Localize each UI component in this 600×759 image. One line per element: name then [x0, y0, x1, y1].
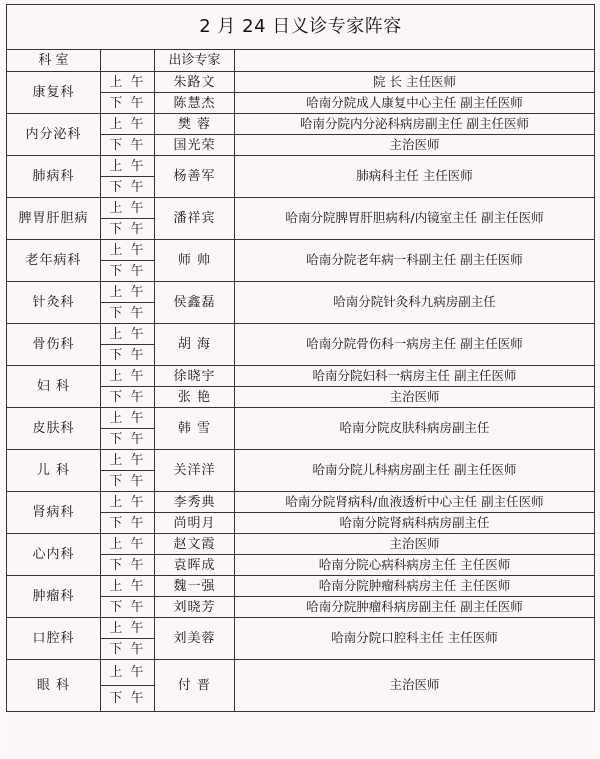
department-name: 内分泌科 — [7, 114, 101, 156]
doctor-title: 哈南分院皮肤科病房副主任 — [235, 408, 595, 450]
doctor-title: 哈南分院心病科病房主任 主任医师 — [235, 555, 595, 576]
table-row — [7, 366, 595, 387]
doctor-name: 胡 海 — [155, 324, 235, 366]
doctor-name: 刘晓芳 — [155, 597, 235, 618]
doctor-title: 主治医师 — [235, 135, 595, 156]
department-name: 肾病科 — [7, 492, 101, 534]
doctor-name: 李秀典 — [155, 492, 235, 513]
table-row — [7, 492, 595, 513]
department-name: 针灸科 — [7, 282, 101, 324]
session-am: 上 午 — [101, 114, 155, 135]
session-pm: 下 午 — [101, 686, 155, 712]
doctor-title: 哈南分院肾病科病房副主任 — [235, 513, 595, 534]
session-pm: 下 午 — [101, 471, 155, 492]
session-am: 上 午 — [101, 492, 155, 513]
department-name: 肿瘤科 — [7, 576, 101, 618]
department-name: 妇 科 — [7, 366, 101, 408]
doctor-name: 赵文霞 — [155, 534, 235, 555]
table-header-row — [7, 50, 595, 72]
table-row — [7, 156, 595, 177]
doctor-title: 哈南分院老年病一科副主任 副主任医师 — [235, 240, 595, 282]
doctor-title: 主治医师 — [235, 534, 595, 555]
doctor-name: 袁晖成 — [155, 555, 235, 576]
doctor-title: 哈南分院儿科病房副主任 副主任医师 — [235, 450, 595, 492]
session-pm: 下 午 — [101, 555, 155, 576]
schedule-sheet — [6, 4, 594, 755]
session-am: 上 午 — [101, 366, 155, 387]
department-name: 口腔科 — [7, 618, 101, 660]
table-row — [7, 408, 595, 429]
table-row — [7, 282, 595, 303]
session-pm: 下 午 — [101, 219, 155, 240]
session-am: 上 午 — [101, 408, 155, 429]
session-am: 上 午 — [101, 72, 155, 93]
session-am: 上 午 — [101, 324, 155, 345]
session-pm: 下 午 — [101, 639, 155, 660]
session-am: 上 午 — [101, 618, 155, 639]
table-row — [7, 660, 595, 686]
doctor-title: 主治医师 — [235, 387, 595, 408]
table-row — [7, 450, 595, 471]
doctor-name: 付 晋 — [155, 660, 235, 712]
doctor-name: 潘祥宾 — [155, 198, 235, 240]
doctor-name: 魏一强 — [155, 576, 235, 597]
department-name: 骨伤科 — [7, 324, 101, 366]
session-pm: 下 午 — [101, 177, 155, 198]
department-name: 眼 科 — [7, 660, 101, 712]
doctor-name: 徐晓宇 — [155, 366, 235, 387]
session-am: 上 午 — [101, 660, 155, 686]
session-pm: 下 午 — [101, 387, 155, 408]
session-pm: 下 午 — [101, 261, 155, 282]
doctor-name: 张 艳 — [155, 387, 235, 408]
doctor-title: 院 长 主任医师 — [235, 72, 595, 93]
department-name: 脾胃肝胆病 — [7, 198, 101, 240]
session-pm: 下 午 — [101, 429, 155, 450]
doctor-name: 陈慧杰 — [155, 93, 235, 114]
session-am: 上 午 — [101, 450, 155, 471]
session-am: 上 午 — [101, 156, 155, 177]
table-row — [7, 114, 595, 135]
schedule-table — [6, 4, 595, 712]
department-name: 肺病科 — [7, 156, 101, 198]
doctor-title: 哈南分院妇科一病房主任 副主任医师 — [235, 366, 595, 387]
doctor-name: 尚明月 — [155, 513, 235, 534]
session-pm: 下 午 — [101, 513, 155, 534]
doctor-name: 樊 蓉 — [155, 114, 235, 135]
doctor-title: 哈南分院成人康复中心主任 副主任医师 — [235, 93, 595, 114]
doctor-name: 朱路文 — [155, 72, 235, 93]
doctor-title: 哈南分院内分泌科病房副主任 副主任医师 — [235, 114, 595, 135]
doctor-title: 哈南分院针灸科九病房副主任 — [235, 282, 595, 324]
doctor-name: 师 帅 — [155, 240, 235, 282]
table-row — [7, 576, 595, 597]
table-row — [7, 240, 595, 261]
doctor-title: 主治医师 — [235, 660, 595, 712]
session-pm: 下 午 — [101, 345, 155, 366]
doctor-title: 哈南分院肾病科/血液透析中心主任 副主任医师 — [235, 492, 595, 513]
doctor-name: 刘美蓉 — [155, 618, 235, 660]
header-session — [101, 50, 155, 72]
doctor-title: 哈南分院口腔科主任 主任医师 — [235, 618, 595, 660]
page-title: 2 月 24 日义诊专家阵容 — [7, 5, 595, 50]
session-pm: 下 午 — [101, 135, 155, 156]
table-row — [7, 72, 595, 93]
header-dept: 科 室 — [7, 50, 101, 72]
department-name: 心内科 — [7, 534, 101, 576]
department-name: 康复科 — [7, 72, 101, 114]
session-am: 上 午 — [101, 282, 155, 303]
doctor-title: 哈南分院脾胃肝胆病科/内镜室主任 副主任医师 — [235, 198, 595, 240]
department-name: 皮肤科 — [7, 408, 101, 450]
doctor-title: 哈南分院肿瘤科病房主任 主任医师 — [235, 576, 595, 597]
header-position — [235, 50, 595, 72]
session-pm: 下 午 — [101, 93, 155, 114]
doctor-name: 杨善军 — [155, 156, 235, 198]
doctor-name: 关洋洋 — [155, 450, 235, 492]
doctor-title: 哈南分院骨伤科一病房主任 副主任医师 — [235, 324, 595, 366]
doctor-title: 肺病科主任 主任医师 — [235, 156, 595, 198]
session-am: 上 午 — [101, 198, 155, 219]
doctor-name: 侯鑫磊 — [155, 282, 235, 324]
session-am: 上 午 — [101, 534, 155, 555]
doctor-name: 国光荣 — [155, 135, 235, 156]
table-row — [7, 324, 595, 345]
session-am: 上 午 — [101, 576, 155, 597]
department-name: 儿 科 — [7, 450, 101, 492]
session-am: 上 午 — [101, 240, 155, 261]
doctor-title: 哈南分院肿瘤科病房副主任 副主任医师 — [235, 597, 595, 618]
doctor-name: 韩 雪 — [155, 408, 235, 450]
table-row — [7, 198, 595, 219]
header-expert: 出诊专家 — [155, 50, 235, 72]
table-row — [7, 534, 595, 555]
session-pm: 下 午 — [101, 303, 155, 324]
department-name: 老年病科 — [7, 240, 101, 282]
table-row — [7, 618, 595, 639]
session-pm: 下 午 — [101, 597, 155, 618]
